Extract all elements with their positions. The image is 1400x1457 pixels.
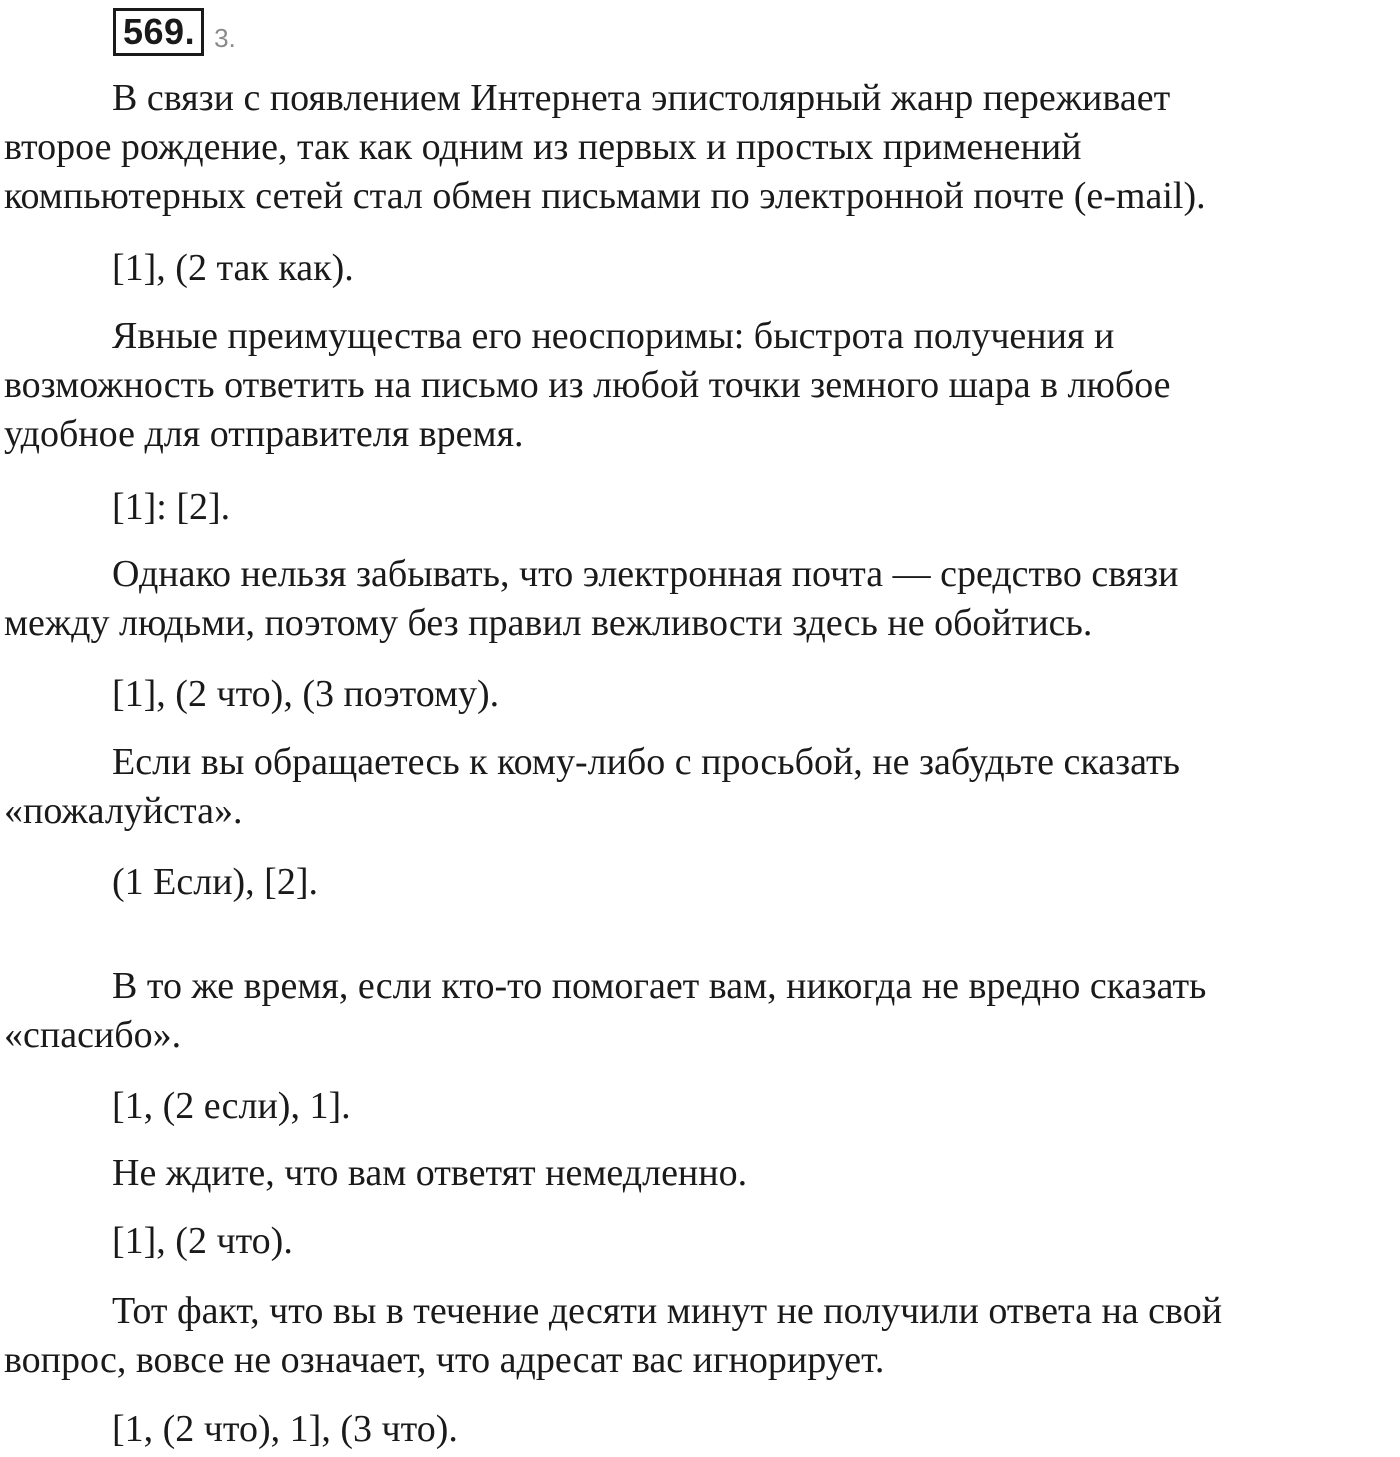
sentence-7-line-2: вопрос, вовсе не означает, что адресат вас игнорирует. — [4, 1339, 885, 1381]
sentence-7-line-1: Тот факт, что вы в течение десяти минут не получили ответа на свой — [112, 1290, 1223, 1332]
task-number: 3. — [214, 23, 236, 53]
scheme-3: [1], (2 что), (3 поэтому). — [112, 673, 500, 715]
sentence-2-line-1: Явные преимущества его неоспоримы: быстрота получения и — [112, 315, 1115, 357]
sentence-3-line-1: Однако нельзя забывать, что электронная почта — средство связи — [112, 553, 1179, 595]
sentence-1 — [4, 74, 1398, 221]
sentence-7 — [4, 1287, 1398, 1385]
scheme-5: [1, (2 если), 1]. — [112, 1085, 351, 1127]
scheme-4: (1 Если), [2]. — [112, 861, 318, 903]
sentence-4-line-1: Если вы обращаетесь к кому-либо с просьбой, не забудьте сказать — [112, 741, 1180, 783]
sentence-6-line-1: Не ждите, что вам ответят немедленно. — [112, 1152, 748, 1194]
sentence-2-line-2: возможность ответить на письмо из любой точки земного шара в любое — [4, 364, 1171, 406]
sentence-2-line-3: удобное для отправителя время. — [4, 413, 524, 455]
sentence-5 — [4, 962, 1398, 1060]
scheme-1: [1], (2 так как). — [112, 247, 354, 289]
sentence-3 — [4, 550, 1398, 648]
sentence-2 — [4, 312, 1398, 459]
scheme-6: [1], (2 что). — [112, 1220, 293, 1262]
sentence-1-line-2: второе рождение, так как одним из первых и простых применений — [4, 126, 1082, 168]
sentence-1-line-3: компьютерных сетей стал обмен письмами по электронной почте (e-mail). — [4, 175, 1206, 217]
sentence-1-line-1: В связи с появлением Интернета эпистолярный жанр переживает — [112, 77, 1171, 119]
exercise-number: 569. — [113, 8, 204, 56]
sentence-3-line-2: между людьми, поэтому без правил вежливости здесь не обойтись. — [4, 602, 1093, 644]
exercise-header — [113, 6, 236, 56]
sentence-4 — [4, 738, 1398, 836]
sentence-5-line-1: В то же время, если кто-то помогает вам, никогда не вредно сказать — [112, 965, 1207, 1007]
sentence-6 — [4, 1149, 1398, 1198]
sentence-5-line-2: «спасибо». — [4, 1014, 182, 1056]
scheme-7: [1, (2 что), 1], (3 что). — [112, 1408, 458, 1450]
scheme-2: [1]: [2]. — [112, 486, 231, 528]
sentence-4-line-2: «пожалуйста». — [4, 790, 243, 832]
